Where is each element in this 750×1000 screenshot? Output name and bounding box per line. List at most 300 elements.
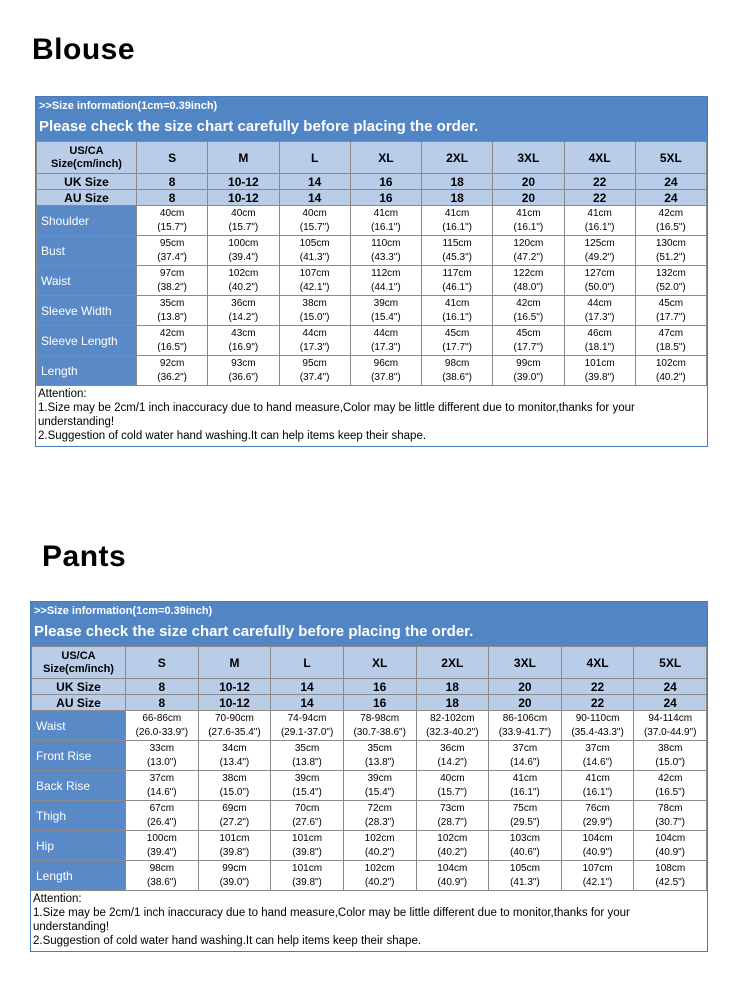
- inch-value: (15.7"): [299, 221, 330, 233]
- measurement-label-bust: Bust: [37, 236, 137, 266]
- cm-value: 37cm: [585, 742, 610, 754]
- inch-value: (39.0"): [513, 371, 544, 383]
- cm-value: 42cm: [516, 297, 541, 309]
- measurement-cell: [416, 831, 489, 861]
- uk-size-value: 22: [564, 174, 635, 190]
- cm-value: 45cm: [444, 327, 470, 339]
- measurement-cell: [137, 356, 208, 386]
- inch-value: (44.1"): [371, 281, 401, 293]
- cm-value: 99cm: [516, 357, 541, 369]
- inch-value: (42.1"): [582, 876, 613, 888]
- us-ca-size-label: US/CA Size(cm/inch): [37, 142, 137, 174]
- measurement-cell: [271, 741, 344, 771]
- au-size-value: 14: [279, 190, 350, 206]
- au-size-value: 8: [137, 190, 208, 206]
- measurement-cell: [564, 356, 635, 386]
- inch-value: (13.8"): [292, 756, 322, 768]
- uk-size-value: 24: [634, 679, 707, 695]
- inch-value: (13.8"): [157, 311, 187, 323]
- inch-value: (15.4"): [364, 786, 395, 798]
- cm-value: 46cm: [587, 327, 612, 339]
- measurement-cell: [634, 741, 707, 771]
- cm-value: 74-94cm: [287, 712, 327, 724]
- au-size-label: AU Size: [37, 190, 137, 206]
- attention-label: Attention:: [33, 893, 82, 905]
- cm-value: 102cm: [437, 832, 468, 844]
- cm-value: 105cm: [509, 862, 540, 874]
- au-size-value: 22: [564, 190, 635, 206]
- measurement-cell: [634, 711, 707, 741]
- inch-value: (29.9"): [582, 816, 613, 828]
- measurement-cell: [564, 326, 635, 356]
- inch-value: (16.5"): [655, 786, 686, 798]
- size-table: [36, 141, 707, 386]
- inch-value: (49.2"): [584, 251, 615, 263]
- measurement-cell: [493, 266, 564, 296]
- inch-value: (15.0"): [655, 756, 686, 768]
- measurement-cell: [489, 711, 562, 741]
- measurement-label-length: Length: [32, 861, 126, 891]
- size-table: [31, 646, 707, 891]
- au-size-value: 16: [343, 695, 416, 711]
- measurement-label-waist: Waist: [37, 266, 137, 296]
- au-size-value: 18: [416, 695, 489, 711]
- uk-size-value: 8: [137, 174, 208, 190]
- cm-value: 101cm: [292, 832, 323, 844]
- measurement-cell: [493, 206, 564, 236]
- inch-value: (43.3"): [371, 251, 401, 263]
- measurement-cell: [561, 711, 634, 741]
- cm-value: 105cm: [299, 237, 330, 249]
- measurement-cell: [635, 356, 706, 386]
- inch-value: (16.5"): [157, 341, 187, 353]
- inch-value: (15.0"): [299, 311, 330, 323]
- cm-value: 42cm: [657, 772, 683, 784]
- cm-value: 75cm: [512, 802, 538, 814]
- inch-value: (39.8"): [292, 846, 322, 858]
- cm-value: 102cm: [364, 832, 395, 844]
- inch-value: (39.8"): [584, 371, 615, 383]
- cm-value: 40cm: [231, 207, 256, 219]
- inch-value: (33.9-41.7"): [498, 726, 552, 738]
- inch-value: (14.6"): [146, 786, 177, 798]
- inch-value: (39.0"): [219, 876, 250, 888]
- cm-value: 92cm: [159, 357, 185, 369]
- cm-value: 101cm: [584, 357, 615, 369]
- inch-value: (15.7"): [157, 221, 187, 233]
- cm-value: 72cm: [367, 802, 392, 814]
- inch-value: (14.2"): [437, 756, 468, 768]
- measurement-label-front-rise: Front Rise: [32, 741, 126, 771]
- cm-value: 101cm: [219, 832, 250, 844]
- inch-value: (38.6"): [442, 371, 472, 383]
- au-size-value: 24: [635, 190, 706, 206]
- inch-value: (39.8"): [292, 876, 322, 888]
- inch-value: (17.3"): [299, 341, 330, 353]
- measurement-cell: [489, 741, 562, 771]
- measurement-cell: [635, 326, 706, 356]
- au-size-value: 16: [350, 190, 421, 206]
- uk-size-label: UK Size: [32, 679, 126, 695]
- size-s: S: [137, 142, 208, 174]
- inch-value: (16.5"): [513, 311, 544, 323]
- size-m: M: [208, 142, 279, 174]
- cm-value: 97cm: [159, 267, 185, 279]
- inch-value: (42.1"): [299, 281, 330, 293]
- inch-value: (39.8"): [219, 846, 250, 858]
- measurement-cell: [422, 206, 493, 236]
- cm-value: 38cm: [222, 772, 247, 784]
- measurement-cell: [564, 296, 635, 326]
- cm-value: 45cm: [658, 297, 684, 309]
- cm-value: 132cm: [655, 267, 686, 279]
- measurement-cell: [126, 861, 199, 891]
- measurement-label-back-rise: Back Rise: [32, 771, 126, 801]
- measurement-cell: [416, 771, 489, 801]
- inch-value: (36.2"): [157, 371, 187, 383]
- measurement-cell: [343, 741, 416, 771]
- inch-value: (13.4"): [219, 756, 250, 768]
- inch-value: (38.2"): [157, 281, 187, 293]
- measurement-cell: [493, 326, 564, 356]
- uk-size-value: 20: [489, 679, 562, 695]
- cm-value: 78-98cm: [360, 712, 400, 724]
- inch-value: (14.2"): [228, 311, 259, 323]
- cm-value: 110cm: [371, 237, 401, 249]
- cm-value: 35cm: [159, 297, 185, 309]
- measurement-row-hip: [32, 831, 707, 861]
- measurement-cell: [634, 861, 707, 891]
- inch-value: (42.5"): [655, 876, 686, 888]
- measurement-cell: [350, 356, 421, 386]
- measurement-cell: [635, 236, 706, 266]
- measurement-cell: [279, 266, 350, 296]
- uk-size-value: 24: [635, 174, 706, 190]
- inch-value: (40.9"): [655, 846, 686, 858]
- inch-value: (16.1"): [582, 786, 613, 798]
- measurement-cell: [561, 741, 634, 771]
- cm-value: 102cm: [655, 357, 686, 369]
- measurement-row-front-rise: [32, 741, 707, 771]
- inch-value: (30.7"): [655, 816, 686, 828]
- measurement-label-length: Length: [37, 356, 137, 386]
- inch-value: (36.6"): [228, 371, 259, 383]
- cm-value: 108cm: [655, 862, 686, 874]
- measurement-cell: [271, 711, 344, 741]
- inch-value: (38.6"): [146, 876, 177, 888]
- inch-value: (47.2"): [513, 251, 544, 263]
- cm-value: 95cm: [302, 357, 327, 369]
- measurement-cell: [561, 771, 634, 801]
- measurement-cell: [208, 356, 279, 386]
- cm-value: 104cm: [582, 832, 613, 844]
- size-5xl: 5XL: [634, 647, 707, 679]
- inch-value: (14.6"): [582, 756, 613, 768]
- cm-value: 38cm: [657, 742, 683, 754]
- measurement-cell: [279, 206, 350, 236]
- cm-value: 94-114cm: [648, 712, 693, 724]
- measurement-cell: [350, 296, 421, 326]
- uk-size-row: [37, 174, 707, 190]
- au-size-value: 20: [493, 190, 564, 206]
- measurement-cell: [208, 236, 279, 266]
- cm-value: 35cm: [367, 742, 392, 754]
- inch-value: (15.7"): [228, 221, 259, 233]
- measurement-cell: [198, 711, 271, 741]
- measurement-cell: [126, 711, 199, 741]
- inch-value: (40.6"): [510, 846, 540, 858]
- measurement-row-shoulder: [37, 206, 707, 236]
- au-size-label: AU Size: [32, 695, 126, 711]
- inch-value: (16.1"): [510, 786, 540, 798]
- measurement-row-sleeve-length: [37, 326, 707, 356]
- cm-value: 99cm: [222, 862, 247, 874]
- cm-value: 125cm: [584, 237, 615, 249]
- measurement-cell: [343, 711, 416, 741]
- inch-value: (17.3"): [371, 341, 401, 353]
- cm-value: 70-90cm: [214, 712, 254, 724]
- measurement-cell: [493, 356, 564, 386]
- inch-value: (46.1"): [442, 281, 472, 293]
- size-5xl: 5XL: [635, 142, 706, 174]
- uk-size-value: 18: [416, 679, 489, 695]
- inch-value: (16.1"): [371, 221, 401, 233]
- size-xl: XL: [343, 647, 416, 679]
- inch-value: (28.3"): [364, 816, 395, 828]
- cm-value: 41cm: [444, 297, 470, 309]
- uk-size-value: 18: [422, 174, 493, 190]
- inch-value: (26.0-33.9"): [135, 726, 189, 738]
- cm-value: 127cm: [584, 267, 615, 279]
- measurement-cell: [416, 801, 489, 831]
- au-size-value: 10-12: [208, 190, 279, 206]
- measurement-cell: [279, 236, 350, 266]
- size-2xl: 2XL: [422, 142, 493, 174]
- inch-value: (16.1"): [584, 221, 615, 233]
- measurement-cell: [561, 861, 634, 891]
- au-size-value: 22: [561, 695, 634, 711]
- measurement-cell: [126, 771, 199, 801]
- uk-size-value: 16: [343, 679, 416, 695]
- size-m: M: [198, 647, 271, 679]
- cm-value: 96cm: [373, 357, 399, 369]
- cm-value: 102cm: [364, 862, 395, 874]
- size-3xl: 3XL: [489, 647, 562, 679]
- cm-value: 101cm: [292, 862, 323, 874]
- measurement-cell: [137, 296, 208, 326]
- cm-value: 38cm: [302, 297, 327, 309]
- inch-value: (29.1-37.0"): [280, 726, 334, 738]
- size-info-banner: [31, 602, 707, 646]
- inch-value: (26.4"): [146, 816, 177, 828]
- cm-value: 37cm: [512, 742, 538, 754]
- measurement-cell: [137, 236, 208, 266]
- uk-size-label: UK Size: [37, 174, 137, 190]
- inch-value: (27.2"): [219, 816, 250, 828]
- inch-value: (16.1"): [442, 311, 472, 323]
- measurement-cell: [489, 831, 562, 861]
- inch-value: (13.0"): [146, 756, 177, 768]
- cm-value: 44cm: [302, 327, 327, 339]
- inch-value: (28.7"): [437, 816, 468, 828]
- measurement-cell: [271, 831, 344, 861]
- cm-value: 86-106cm: [502, 712, 548, 724]
- inch-value: (40.2"): [228, 281, 259, 293]
- cm-value: 39cm: [367, 772, 392, 784]
- inch-value: (37.0-44.9"): [643, 726, 697, 738]
- uk-size-value: 16: [350, 174, 421, 190]
- cm-value: 40cm: [159, 207, 185, 219]
- cm-value: 117cm: [442, 267, 472, 279]
- measurement-label-shoulder: Shoulder: [37, 206, 137, 236]
- inch-value: (14.6"): [510, 756, 540, 768]
- notes: [31, 891, 707, 951]
- cm-value: 93cm: [231, 357, 256, 369]
- size-info-text: >>Size information(1cm=0.39inch): [34, 605, 213, 617]
- uk-size-value: 10-12: [208, 174, 279, 190]
- measurement-cell: [350, 236, 421, 266]
- cm-value: 78cm: [657, 802, 683, 814]
- blouse-section-title: Blouse: [32, 33, 136, 66]
- measurement-cell: [422, 326, 493, 356]
- au-size-value: 20: [489, 695, 562, 711]
- measurement-cell: [489, 801, 562, 831]
- inch-value: (15.4"): [292, 786, 322, 798]
- measurement-cell: [416, 741, 489, 771]
- measurement-cell: [137, 326, 208, 356]
- size-s: S: [126, 647, 199, 679]
- cm-value: 66-86cm: [142, 712, 182, 724]
- inch-value: (29.5"): [510, 816, 540, 828]
- cm-value: 115cm: [442, 237, 472, 249]
- uk-size-value: 14: [279, 174, 350, 190]
- note-1: 1.Size may be 2cm/1 inch inaccuracy due to hand measure,Color may be little different due to monitor,thanks for your understanding!: [33, 907, 630, 933]
- measurement-cell: [422, 356, 493, 386]
- measurement-cell: [279, 356, 350, 386]
- measurement-row-sleeve-width: [37, 296, 707, 326]
- size-warning-text: Please check the size chart carefully before placing the order.: [39, 118, 479, 135]
- inch-value: (15.4"): [371, 311, 401, 323]
- cm-value: 33cm: [149, 742, 175, 754]
- inch-value: (37.8"): [371, 371, 401, 383]
- measurement-label-waist: Waist: [32, 711, 126, 741]
- measurement-cell: [198, 831, 271, 861]
- cm-value: 98cm: [149, 862, 175, 874]
- inch-value: (16.5"): [656, 221, 686, 233]
- measurement-cell: [416, 861, 489, 891]
- measurement-cell: [489, 771, 562, 801]
- inch-value: (13.8"): [364, 756, 395, 768]
- note-2: 2.Suggestion of cold water hand washing.It can help items keep their shape.: [38, 430, 427, 442]
- inch-value: (17.7"): [442, 341, 472, 353]
- measurement-cell: [208, 206, 279, 236]
- measurement-row-waist: [32, 711, 707, 741]
- inch-value: (15.7"): [437, 786, 468, 798]
- measurement-cell: [561, 801, 634, 831]
- measurement-cell: [126, 831, 199, 861]
- notes: [36, 386, 707, 446]
- blouse-size-chart: [35, 96, 708, 447]
- measurement-cell: [126, 801, 199, 831]
- measurement-cell: [343, 771, 416, 801]
- size-l: L: [271, 647, 344, 679]
- measurement-cell: [208, 266, 279, 296]
- measurement-cell: [343, 801, 416, 831]
- cm-value: 69cm: [222, 802, 247, 814]
- cm-value: 82-102cm: [430, 712, 475, 724]
- cm-value: 44cm: [373, 327, 399, 339]
- size-l: L: [279, 142, 350, 174]
- cm-value: 98cm: [444, 357, 470, 369]
- inch-value: (15.0"): [219, 786, 250, 798]
- inch-value: (40.2"): [364, 876, 395, 888]
- inch-value: (37.4"): [157, 251, 187, 263]
- cm-value: 122cm: [513, 267, 544, 279]
- inch-value: (16.9"): [228, 341, 259, 353]
- uk-size-value: 8: [126, 679, 199, 695]
- cm-value: 37cm: [149, 772, 175, 784]
- pants-section-title: Pants: [42, 540, 127, 573]
- inch-value: (16.1"): [513, 221, 544, 233]
- inch-value: (39.4"): [146, 846, 177, 858]
- measurement-label-thigh: Thigh: [32, 801, 126, 831]
- au-size-value: 8: [126, 695, 199, 711]
- measurement-cell: [198, 741, 271, 771]
- measurement-cell: [489, 861, 562, 891]
- cm-value: 104cm: [655, 832, 686, 844]
- measurement-row-back-rise: [32, 771, 707, 801]
- au-size-row: [37, 190, 707, 206]
- au-size-value: 24: [634, 695, 707, 711]
- inch-value: (39.4"): [228, 251, 259, 263]
- cm-value: 103cm: [509, 832, 540, 844]
- cm-value: 34cm: [222, 742, 247, 754]
- size-header-row: [37, 142, 707, 174]
- measurement-cell: [564, 236, 635, 266]
- measurement-cell: [416, 711, 489, 741]
- cm-value: 35cm: [294, 742, 320, 754]
- size-4xl: 4XL: [564, 142, 635, 174]
- note-1: 1.Size may be 2cm/1 inch inaccuracy due to hand measure,Color may be little different due to monitor,thanks for your understanding!: [38, 402, 635, 428]
- inch-value: (17.7"): [656, 311, 686, 323]
- inch-value: (27.6-35.4"): [208, 726, 261, 738]
- inch-value: (48.0"): [513, 281, 544, 293]
- cm-value: 73cm: [440, 802, 465, 814]
- measurement-row-length: [32, 861, 707, 891]
- cm-value: 95cm: [159, 237, 185, 249]
- measurement-cell: [208, 326, 279, 356]
- cm-value: 41cm: [373, 207, 399, 219]
- cm-value: 76cm: [585, 802, 610, 814]
- inch-value: (17.7"): [513, 341, 544, 353]
- measurement-cell: [271, 771, 344, 801]
- cm-value: 42cm: [658, 207, 684, 219]
- cm-value: 41cm: [444, 207, 470, 219]
- inch-value: (40.9"): [582, 846, 613, 858]
- measurement-cell: [635, 206, 706, 236]
- measurement-cell: [634, 771, 707, 801]
- attention-label: Attention:: [38, 388, 87, 400]
- size-4xl: 4XL: [561, 647, 634, 679]
- inch-value: (40.2"): [364, 846, 395, 858]
- measurement-row-bust: [37, 236, 707, 266]
- cm-value: 39cm: [373, 297, 399, 309]
- pants-size-chart: [30, 601, 708, 952]
- measurement-cell: [271, 801, 344, 831]
- measurement-label-hip: Hip: [32, 831, 126, 861]
- measurement-label-sleeve-length: Sleeve Length: [37, 326, 137, 356]
- inch-value: (27.6"): [292, 816, 322, 828]
